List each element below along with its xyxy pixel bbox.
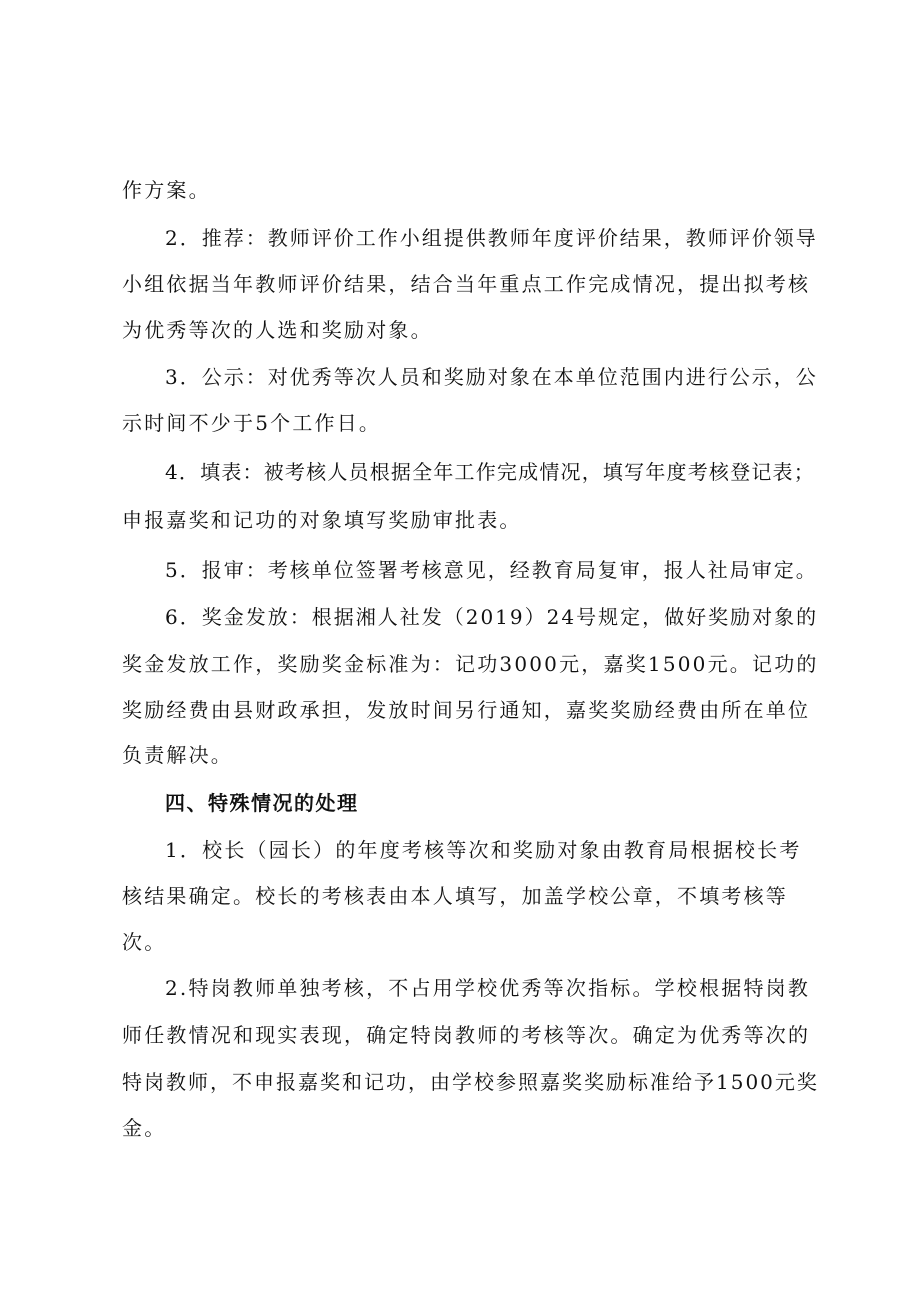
text-line: 师任教情况和现实表现，确定特岗教师的考核等次。确定为优秀等次的 xyxy=(122,1023,811,1047)
text-line: 奖金发放工作，奖励奖金标准为：记功3000元，嘉奖1500元。记功的 xyxy=(122,652,819,676)
text-line: 4．填表：被考核人员根据全年工作完成情况，填写年度考核登记表； xyxy=(165,460,815,484)
text-line: 5．报审：考核单位签署考核意见，经教育局复审，报人社局审定。 xyxy=(165,558,818,582)
text-line: 为优秀等次的人选和奖励对象。 xyxy=(122,318,433,342)
text-line: 作方案。 xyxy=(122,178,211,202)
text-line: 2.特岗教师单独考核，不占用学校优秀等次指标。学校根据特岗教 xyxy=(165,976,811,1000)
text-line: 特岗教师，不申报嘉奖和记功，由学校参照嘉奖奖励标准给予1500元奖 xyxy=(122,1070,819,1094)
text-line: 金。 xyxy=(122,1116,167,1140)
text-line: 奖励经费由县财政承担，发放时间另行通知，嘉奖奖励经费由所在单位 xyxy=(122,698,811,722)
text-line: 核结果确定。校长的考核表由本人填写，加盖学校公章，不填考核等 xyxy=(122,884,788,908)
text-line: 负责解决。 xyxy=(122,743,233,767)
text-line: 申报嘉奖和记功的对象填写奖励审批表。 xyxy=(122,508,522,532)
text-line: 6．奖金发放：根据湘人社发（2019）24号规定，做好奖励对象的 xyxy=(165,605,819,629)
text-line: 3．公示：对优秀等次人员和奖励对象在本单位范围内进行公示，公 xyxy=(165,365,818,389)
text-line: 次。 xyxy=(122,930,167,954)
section-heading: 四、特殊情况的处理 xyxy=(165,791,359,815)
text-line: 示时间不少于5个工作日。 xyxy=(122,411,382,435)
text-line: 2．推荐：教师评价工作小组提供教师年度评价结果，教师评价领导 xyxy=(165,226,818,250)
text-line: 小组依据当年教师评价结果，结合当年重点工作完成情况，提出拟考核 xyxy=(122,272,811,296)
text-line: 1．校长（园长）的年度考核等次和奖励对象由教育局根据校长考 xyxy=(165,838,802,862)
